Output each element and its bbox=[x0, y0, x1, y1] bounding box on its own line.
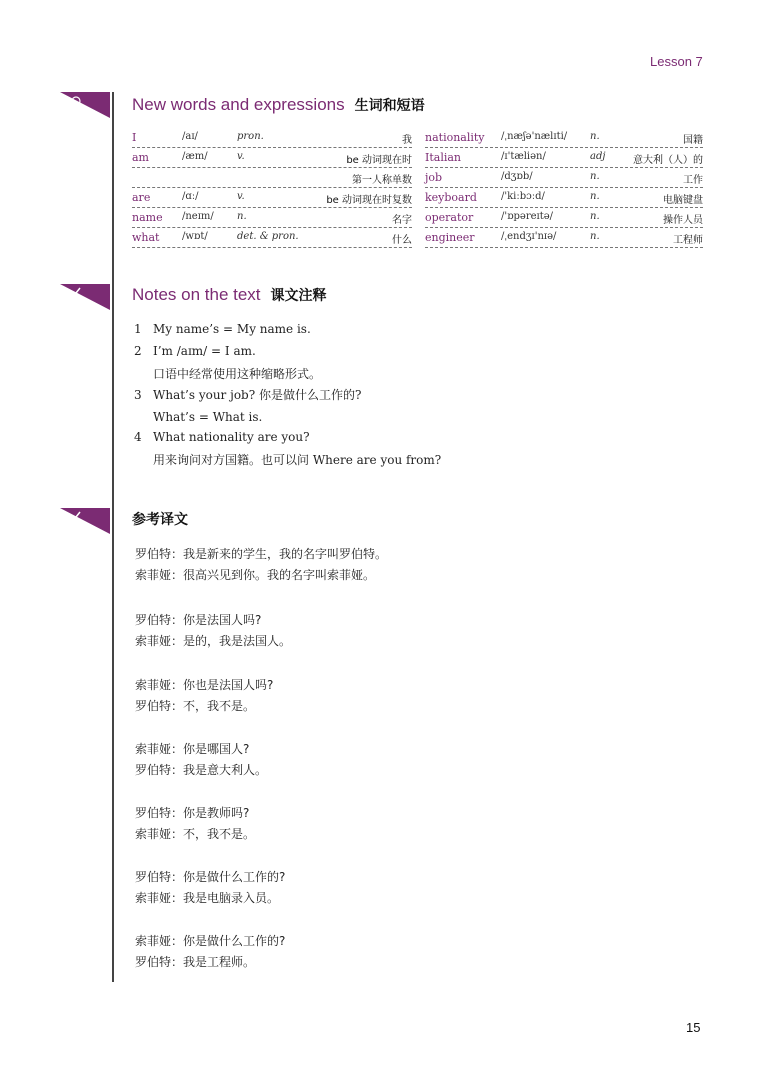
dialogue-line: 索菲娅：你是做什么工作的? bbox=[135, 934, 286, 948]
vocab-table-left bbox=[132, 128, 412, 248]
vocab-pos: adj bbox=[590, 151, 606, 162]
vocab-row bbox=[132, 208, 412, 228]
vocab-row bbox=[132, 228, 412, 248]
note-item bbox=[134, 386, 361, 424]
vocab-phonetic: /neɪm/ bbox=[182, 211, 214, 222]
vocab-phonetic: /ˌendʒɪ'nɪə/ bbox=[501, 231, 557, 242]
vocab-meaning: 我 bbox=[402, 135, 412, 146]
dialogue-line: 罗伯特：不，我不是。 bbox=[135, 699, 256, 713]
vocab-word: job bbox=[425, 171, 443, 184]
vocab-phonetic: /ɑː/ bbox=[182, 191, 199, 202]
vocab-heading-cn: 生词和短语 bbox=[354, 97, 425, 113]
note-text: I’m /aɪm/ = I am. bbox=[153, 344, 256, 358]
bulb-icon bbox=[60, 92, 110, 118]
dialogue-block bbox=[135, 867, 285, 909]
margin-rule bbox=[112, 92, 114, 982]
note-number: 3 bbox=[134, 388, 142, 402]
pen-icon bbox=[60, 284, 110, 310]
vocab-pos: v. bbox=[237, 151, 245, 162]
dialogue-line: 罗伯特：你是做什么工作的? bbox=[135, 870, 286, 884]
vocab-phonetic: /ɪ'tæliən/ bbox=[501, 151, 546, 162]
note-number: 4 bbox=[134, 430, 142, 444]
dialogue-block bbox=[135, 931, 285, 973]
vocab-meaning: 第一人称单数 bbox=[352, 175, 412, 186]
lesson-label: Lesson 7 bbox=[650, 54, 703, 69]
dialogue-line: 罗伯特：我是新来的学生，我的名字叫罗伯特。 bbox=[135, 547, 388, 561]
vocab-meaning: be 动词现在时复数 bbox=[326, 195, 412, 206]
vocab-table-right bbox=[425, 128, 703, 248]
vocab-meaning: 国籍 bbox=[683, 135, 703, 146]
vocab-pos: n. bbox=[590, 131, 600, 142]
vocab-meaning: 意大利（人）的 bbox=[633, 155, 703, 166]
dialogue-block bbox=[135, 610, 291, 652]
vocab-pos: n. bbox=[590, 211, 600, 222]
dialogue-block bbox=[135, 739, 267, 781]
page-number: 15 bbox=[686, 1020, 701, 1035]
vocab-row bbox=[132, 188, 412, 208]
vocab-row bbox=[132, 128, 412, 148]
note-item bbox=[134, 322, 311, 336]
notes-heading-en: Notes on the text bbox=[132, 285, 261, 304]
vocab-phonetic: /dʒɒb/ bbox=[501, 171, 533, 182]
vocab-phonetic: /aɪ/ bbox=[182, 131, 198, 142]
dialogue-line: 罗伯特：我是工程师。 bbox=[135, 955, 256, 969]
note-detail: 口语中经常使用这种缩略形式。 bbox=[153, 367, 322, 381]
vocab-word: what bbox=[132, 231, 160, 244]
vocab-word: keyboard bbox=[425, 191, 477, 204]
vocab-meaning: be 动词现在时 bbox=[346, 155, 412, 166]
note-text: What’s your job? 你是做什么工作的? bbox=[153, 388, 362, 402]
dialogue-line: 索菲娅：我是电脑录入员。 bbox=[135, 891, 280, 905]
dialogue-block bbox=[135, 675, 273, 717]
vocab-meaning: 名字 bbox=[392, 215, 412, 226]
dialogue-line: 索菲娅：不，我不是。 bbox=[135, 827, 256, 841]
vocab-meaning: 什么 bbox=[392, 235, 412, 246]
vocab-meaning: 电脑键盘 bbox=[663, 195, 703, 206]
vocab-row bbox=[425, 128, 703, 148]
vocab-heading-en: New words and expressions bbox=[132, 95, 345, 114]
dialogue-line: 罗伯特：我是意大利人。 bbox=[135, 763, 268, 777]
vocab-phonetic: /'ɒpəreɪtə/ bbox=[501, 211, 554, 222]
vocab-row bbox=[132, 148, 412, 168]
vocab-pos: n. bbox=[590, 231, 600, 242]
notes-heading-cn: 课文注释 bbox=[270, 287, 327, 303]
pen-icon bbox=[60, 508, 110, 534]
note-text: What nationality are you? bbox=[153, 430, 310, 444]
dialogue-line: 索菲娅：是的，我是法国人。 bbox=[135, 634, 292, 648]
vocab-row bbox=[425, 228, 703, 248]
dialogue-line: 索菲娅：你也是法国人吗? bbox=[135, 678, 274, 692]
vocab-phonetic: /wɒt/ bbox=[182, 231, 208, 242]
vocab-meaning: 工程师 bbox=[673, 235, 703, 246]
vocab-phonetic: /ˌnæʃə'nælɪti/ bbox=[501, 131, 568, 142]
dialogue-line: 索菲娅：很高兴见到你。我的名字叫索菲娅。 bbox=[135, 568, 376, 582]
vocab-word: Italian bbox=[425, 151, 462, 164]
vocab-meaning: 操作人员 bbox=[663, 215, 703, 226]
dialogue-line: 索菲娅：你是哪国人? bbox=[135, 742, 250, 756]
note-detail: 用来询问对方国籍。也可以问 Where are you from? bbox=[153, 453, 442, 467]
vocab-pos: n. bbox=[590, 191, 600, 202]
dialogue-block bbox=[135, 803, 255, 845]
note-item bbox=[134, 344, 321, 382]
vocab-row bbox=[132, 168, 412, 188]
vocab-meaning: 工作 bbox=[683, 175, 703, 186]
dialogue-line: 罗伯特：你是法国人吗? bbox=[135, 613, 262, 627]
vocab-word: operator bbox=[425, 211, 474, 224]
vocab-phonetic: /'kiːbɔːd/ bbox=[501, 191, 545, 202]
vocab-word: name bbox=[132, 211, 163, 224]
note-text: My name’s = My name is. bbox=[153, 322, 311, 336]
note-item bbox=[134, 430, 441, 468]
translation-heading: 参考译文 bbox=[132, 511, 188, 527]
vocab-heading bbox=[132, 95, 425, 115]
vocab-phonetic: /æm/ bbox=[182, 151, 208, 162]
vocab-pos: n. bbox=[590, 171, 600, 182]
note-number: 1 bbox=[134, 322, 142, 336]
note-number: 2 bbox=[134, 344, 142, 358]
vocab-word: I bbox=[132, 131, 137, 144]
dialogue-block bbox=[135, 544, 387, 586]
vocab-row bbox=[425, 188, 703, 208]
note-detail: What’s = What is. bbox=[153, 410, 263, 424]
vocab-row bbox=[425, 168, 703, 188]
vocab-pos: det. & pron. bbox=[237, 231, 299, 242]
vocab-word: engineer bbox=[425, 231, 475, 244]
notes-heading bbox=[132, 285, 327, 305]
vocab-pos: n. bbox=[237, 211, 247, 222]
vocab-pos: pron. bbox=[237, 131, 264, 142]
vocab-row bbox=[425, 148, 703, 168]
vocab-word: are bbox=[132, 191, 151, 204]
vocab-word: nationality bbox=[425, 131, 485, 144]
vocab-pos: v. bbox=[237, 191, 245, 202]
vocab-word: am bbox=[132, 151, 149, 164]
vocab-row bbox=[425, 208, 703, 228]
dialogue-line: 罗伯特：你是教师吗? bbox=[135, 806, 250, 820]
